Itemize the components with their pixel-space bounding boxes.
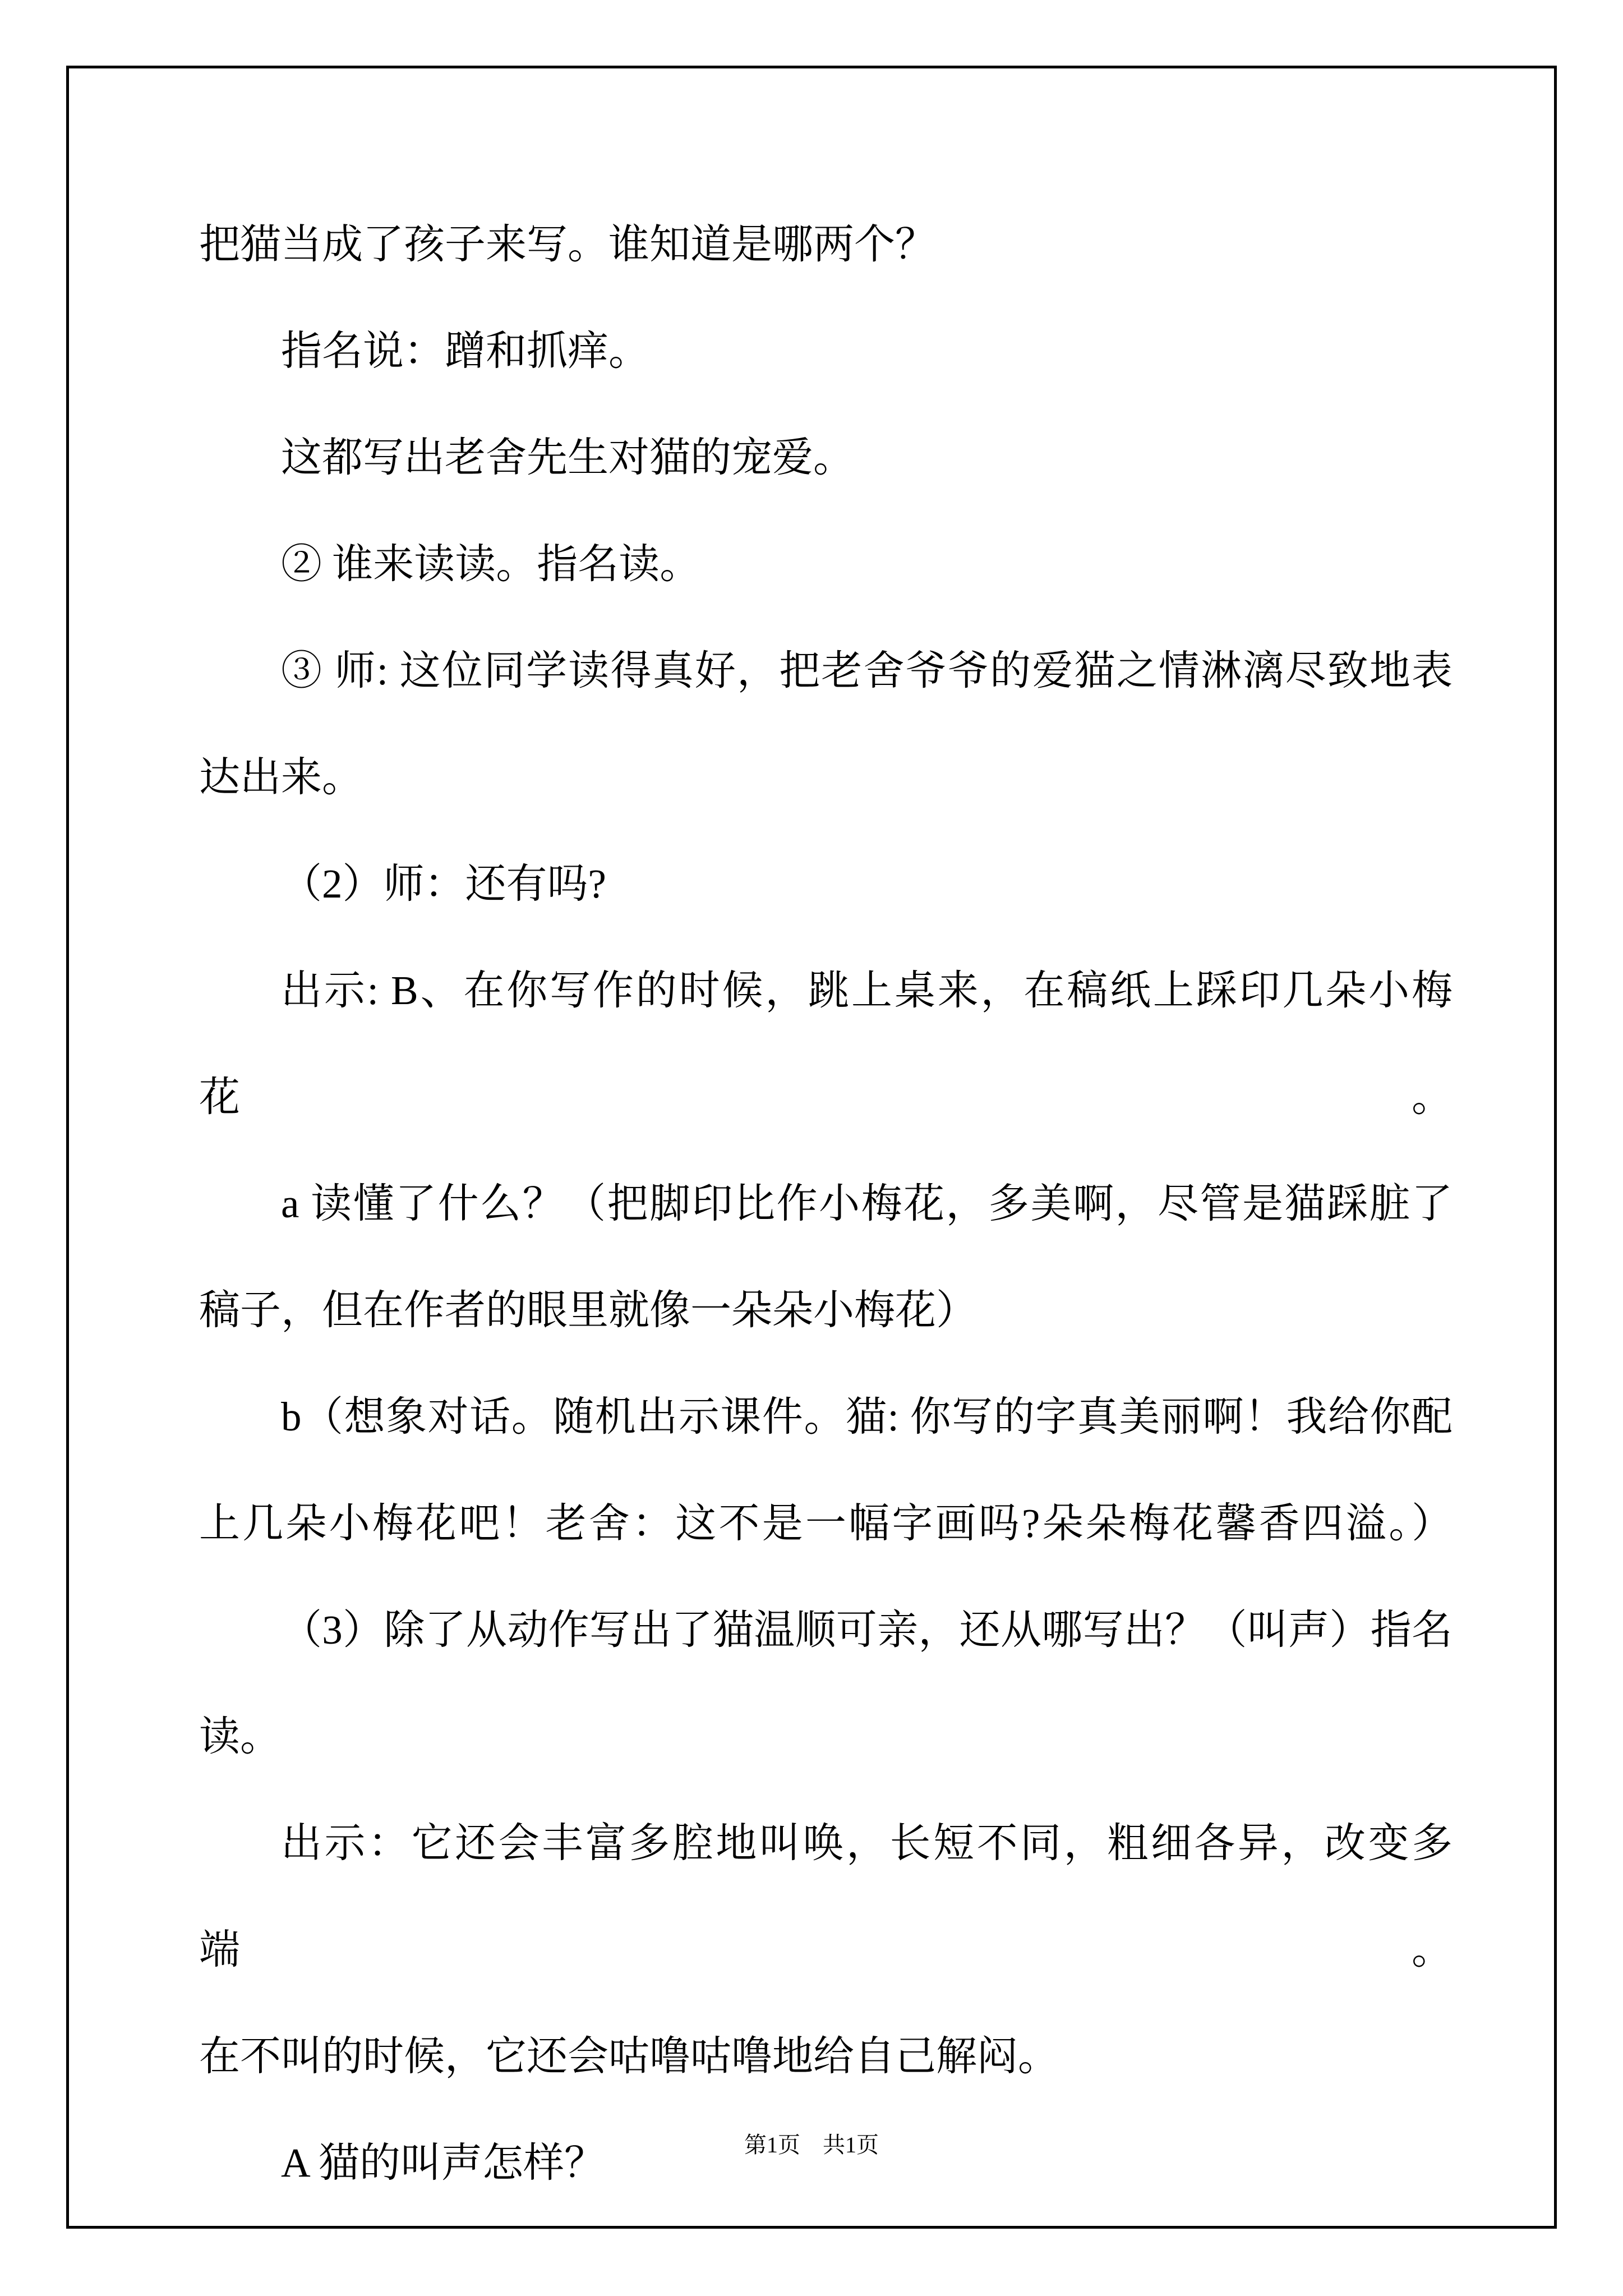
text-line: （2）师：还有吗?	[281, 861, 606, 907]
text-line: 在不叫的时候，它还会咕噜咕噜地给自己解闷。	[199, 2033, 1059, 2079]
text-line: （3）除了从动作写出了猫温顺可亲，还从哪写出？（叫声）指名	[281, 1607, 1453, 1653]
text-line: 读。	[199, 1714, 281, 1759]
text-line: a 读懂了什么？（把脚印比作小梅花，多美啊，尽管是猫踩脏了	[281, 1181, 1453, 1226]
text-line: 出示：它还会丰富多腔地叫唤，长短不同，粗细各异，改变多端。	[199, 1820, 1453, 1972]
document-body	[199, 191, 1453, 2216]
page-border-frame	[66, 66, 1557, 2229]
text-line: 出示: B、在你写作的时候，跳上桌来，在稿纸上踩印几朵小梅花。	[199, 968, 1453, 1120]
text-line: 把猫当成了孩子来写。谁知道是哪两个？	[199, 222, 936, 267]
text-line: b（想象对话。随机出示课件。猫: 你写的字真美丽啊！我给你配	[281, 1394, 1453, 1439]
text-line: 上几朵小梅花吧！老舍：这不是一幅字画吗?朵朵梅花馨香四溢。）	[199, 1501, 1453, 1546]
page-footer	[69, 2133, 1554, 2157]
text-line: 稿子，但在作者的眼里就像一朵朵小梅花）	[199, 1287, 977, 1333]
text-line: 达出来。	[199, 754, 363, 800]
page-number-label: 第1页 共1页	[744, 2132, 879, 2157]
text-line: 这都写出老舍先生对猫的宠爱。	[281, 435, 854, 480]
text-line: ② 谁来读读。指名读。	[281, 541, 701, 587]
text-line: ③ 师: 这位同学读得真好，把老舍爷爷的爱猫之情淋漓尽致地表	[281, 648, 1453, 693]
text-line: A 猫的叫声怎样？	[281, 2140, 605, 2185]
text-line: 指名说：蹭和抓痒。	[281, 328, 649, 374]
